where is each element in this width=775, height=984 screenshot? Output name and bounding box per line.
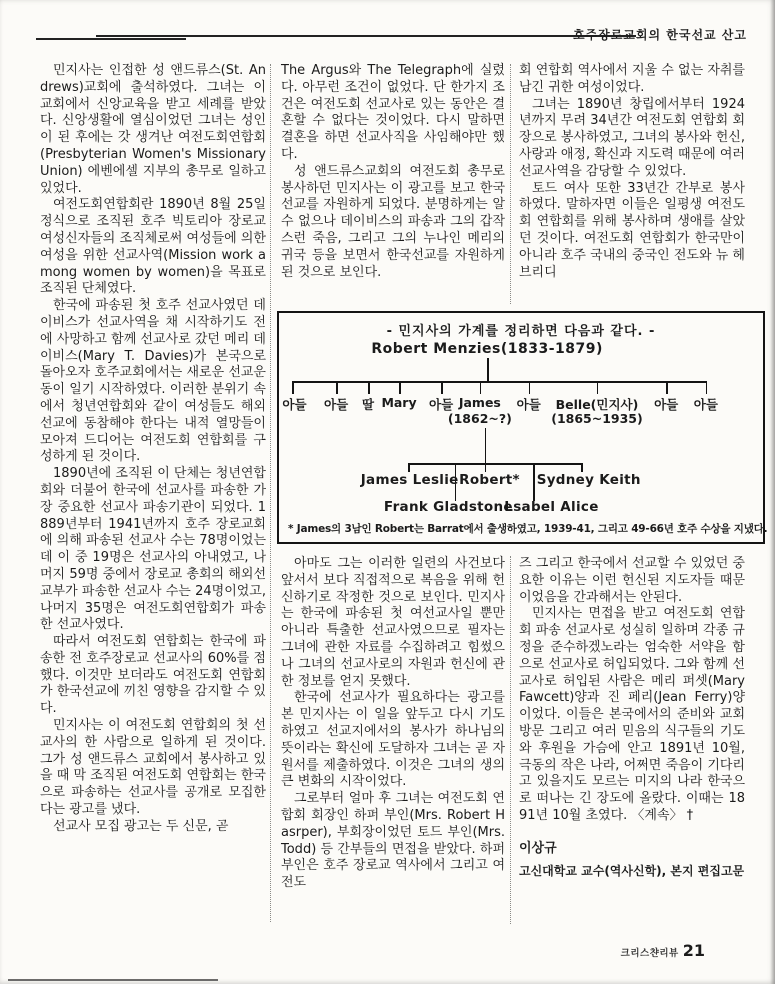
- tree-child-label: 아들: [324, 397, 349, 412]
- tree-child-label: 아들: [516, 397, 541, 412]
- paragraph: 그녀는 1890년 창립에서부터 1924년까지 무려 34년간 여전도회 연합회 회장으로 봉사하였고, 그녀의 봉사와 헌신, 사랑과 애정, 확신과 지도력 때문에 여러 선교사역을 감당할 수 있었다.: [519, 96, 745, 179]
- header-rule-segment: [36, 38, 186, 40]
- paragraph: The Argus와 The Telegraph에 실렸다. 아무런 조건이 없었다. 단 한가지 조건은 여전도회 선교사로 있는 동안은 결혼할 수 없다는 것이었다. 다시 말하면 결혼을 하면 선교사직을 사임해야만 했다.: [281, 63, 505, 162]
- column-3-top: [519, 63, 745, 281]
- tree-grandchild-label: Robert*: [459, 472, 520, 488]
- tree-line: [408, 463, 581, 465]
- tree-child-label: Belle(민지사): [555, 397, 639, 412]
- author-affiliation: 고신대학교 교수(역사신학), 본지 편집고문: [519, 863, 745, 878]
- tree-child-dates: (1862~?): [447, 411, 512, 426]
- tree-line: [597, 381, 599, 394]
- tree-child-label: 아들: [654, 397, 679, 412]
- tree-line: [487, 358, 489, 381]
- tree-grandchild-label: Frank Gladstone: [383, 499, 513, 515]
- tree-line: [336, 381, 338, 394]
- tree-line: [581, 463, 583, 472]
- tree-grandchild-label: James Leslie: [360, 472, 459, 488]
- paragraph: 아마도 그는 이러한 일련의 사건보다 앞서서 보다 직접적으로 복음을 위해 헌신하기로 작정한 것으로 보인다. 민지사는 한국에 파송된 첫 여선교사일 뿐만 아니라 특출한 선교사였으므로 필자는 그녀에 관한 자료를 수집하려고 힘썼으나 그녀의 선교사로의 자원과 헌신에 관한 정보를 얻지 못했다.: [281, 556, 505, 689]
- author-name: 이상규: [519, 840, 557, 856]
- tree-line: [399, 381, 401, 394]
- column-2-top: [281, 63, 505, 281]
- column-2-bottom: [281, 556, 505, 892]
- paragraph: 토드 여사 또한 33년간 간부로 봉사하였다. 말하자면 이들은 일평생 여전도회 연합회를 위해 봉사하며 생애를 살았던 것이다. 여전도회 연합회가 한국만이 아니라 호주 국내의 중국인 전도와 뉴 헤브리디: [519, 180, 745, 280]
- page-number: 21: [682, 941, 705, 960]
- tree-child-label: 아들: [429, 397, 454, 412]
- tree-line: [292, 381, 706, 383]
- column-divider-right-bottom: [510, 556, 511, 924]
- paragraph: 한국에 선교사가 필요하다는 광고를 본 민지사는 이 일을 앞두고 다시 기도하였고 선교지에서의 봉사가 하나님의 뜻이라는 확신에 도달하자 그녀는 곧 자원서를 제출하였다. 이것은 그녀의 생의 큰 변화의 시작이었다.: [281, 690, 505, 790]
- family-tree-box: [277, 311, 768, 544]
- header-rule: [96, 35, 636, 37]
- paragraph: 여전도회연합회란 1890년 8월 25일 정식으로 조직된 호주 빅토리아 장로교 여성신자들의 조직체로써 여성들에 의한 여성을 위한 선교사역(Mission work among women by women)을 목표로 조직된 단체였다.: [40, 197, 266, 297]
- page-header-title: 호주장로교회의 한국선교 산고: [572, 28, 747, 42]
- paragraph: 민지사는 면접을 받고 여전도회 연합회 파송 선교사로 성실히 일하며 각종 규정을 준수하겠노라는 엄숙한 서약을 함으로 선교사로 허입되었다. 그와 함께 선교사로 허입된 사람은 메리 퍼셋(Mary Fawcett)양과 진 페리(Jean Ferry)양이었다. 이들은 본국에서의 준비와 교회방문 그리고 여러 믿음의 식구들의 기도와 후원을 가슴에 안고 1891년 10월, 극동의 작은 나라, 어쩌면 죽음이 기다리고 있을지도 모르는 미지의 나라 한국으로 떠나는 긴 장도에 올랐다. 이때는 1891년 10월 초였다. 〈계속〉 †: [519, 606, 745, 823]
- tree-line: [292, 381, 294, 394]
- paragraph: 한국에 파송된 첫 호주 선교사였던 데이비스가 선교사역을 채 시작하기도 전에 사망하고 함께 선교사로 갔던 메리 데이비스(Mary T. Davies)가 본국으로 돌아오자 호주교회에서는 새로운 선교운동이 일기 시작하였다. 이러한 분위기 속에서 청년연합회와 같이 여성들도 해외선교에 동참해야 한다는 내적 열망들이 모아져 드디어는 여전도회 연합회를 구성하게 된 것이다.: [40, 298, 266, 465]
- paragraph: 따라서 여전도회 연합회는 한국에 파송한 전 호주장로교 선교사의 60%를 점했다. 이것만 보더라도 여전도회 연합회가 한국선교에 끼친 영향을 감지할 수 있다.: [40, 634, 266, 717]
- tree-line: [706, 381, 708, 394]
- scan-artifact-right: [770, 0, 775, 984]
- paragraph: 민지사는 인접한 성 앤드류스(St. Andrews)교회에 출석하였다. 그녀는 이 교회에서 신앙교육을 받고 세례를 받았다. 신앙생활에 열심이었던 그녀는 성인이 된 후에는 갓 생겨난 여전도회연합회(Presbyterian Women's Missionary Union) 에벤에셀 지부의 총무로 일하고 있었다.: [40, 63, 266, 196]
- tree-line: [533, 463, 535, 501]
- paragraph: 그로부터 얼마 후 그녀는 여전도회 연합회 회장인 하퍼 부인(Mrs. Robert Hasrper), 부회장이었던 토드 부인(Mrs. Todd) 등 간부들의 면접을 받았다. 하퍼 부인은 호주 장로교 역사에서 그리고 여전도: [281, 791, 505, 891]
- paragraph: 1890년에 조직된 이 단체는 청년연합회와 더불어 한국에 선교사를 파송한 가장 중요한 선교사 파송기관이 되었다. 1889년부터 1941년까지 호주 장로교회에 의해 파송된 선교사 수는 78명이었는데 이 중 19명은 선교사의 아내였고, 나머지 59명 중에서 장로교 총회의 해외선교부가 파송한 선교사 수는 24명이었고, 나머지 35명은 여전도회연합회가 파송한 선교사였다.: [40, 466, 266, 633]
- tree-line: [529, 381, 531, 394]
- page-footer: [621, 941, 705, 960]
- tree-child-label: Mary: [381, 395, 417, 410]
- column-divider-right-top: [510, 64, 511, 304]
- tree-child-label: 아들: [693, 397, 718, 412]
- paragraph: 즈 그리고 한국에서 선교할 수 있었던 중요한 이유는 이런 헌신된 지도자들 때문이었음을 간과해서는 안된다.: [519, 556, 745, 605]
- paragraph: 회 연합회 역사에서 지울 수 없는 자취를 남긴 귀한 여성이었다.: [519, 63, 745, 95]
- tree-line: [368, 381, 370, 394]
- tree-child-label: James: [458, 395, 501, 410]
- tree-line: [666, 381, 668, 394]
- tree-line: [480, 381, 482, 394]
- tree-line: [441, 381, 443, 394]
- family-tree-title: - 민지사의 가계를 정리하면 다음과 같다. -: [386, 324, 656, 339]
- paragraph: 성 앤드류스교회의 여전도회 총무로 봉사하던 민지사는 이 광고를 보고 한국 선교를 자원하게 되었다. 분명하게는 알 수 없으나 데이비스의 파송과 그의 갑작스런 죽음, 그리고 그의 누나인 메리의 귀국 등을 보면서 한국선교를 자원하게 된 것으로 보인다.: [281, 163, 505, 280]
- magazine-name: 크리스챤리뷰: [620, 948, 679, 959]
- column-1: [40, 63, 266, 836]
- family-tree-root: Robert Menzies(1833-1879): [371, 341, 603, 357]
- tree-grandchild-label: Lsabel Alice: [504, 499, 599, 515]
- tree-grandchild-label: Sydney Keith: [536, 472, 641, 488]
- paragraph: 민지사는 이 여전도회 연합회의 첫 선교사의 한 사람으로 일하게 된 것이다. 그가 성 앤드류스 교회에서 봉사하고 있을 때 막 조직된 여전도회 연합회는 한국으로 파송하는 선교사를 공개로 모집한다는 광고를 냈다.: [40, 718, 266, 818]
- tree-footnote: * James의 3남인 Robert는 Barrat에서 출생하였고, 1939-41, 그리고 49-66년 호주 수상을 지냈다.: [288, 523, 768, 535]
- column-divider-left: [270, 64, 271, 922]
- tree-line: [408, 463, 410, 472]
- column-3-bottom: [519, 556, 745, 879]
- tree-line: [485, 428, 487, 463]
- paragraph: 선교사 모집 광고는 두 신문, 곧: [53, 818, 229, 834]
- tree-child-dates: (1865~1935): [551, 411, 643, 426]
- scan-artifact-bottom: [8, 979, 218, 981]
- tree-child-label: 아들: [282, 397, 307, 412]
- tree-child-label: 딸: [362, 397, 375, 412]
- tree-line: [485, 463, 487, 472]
